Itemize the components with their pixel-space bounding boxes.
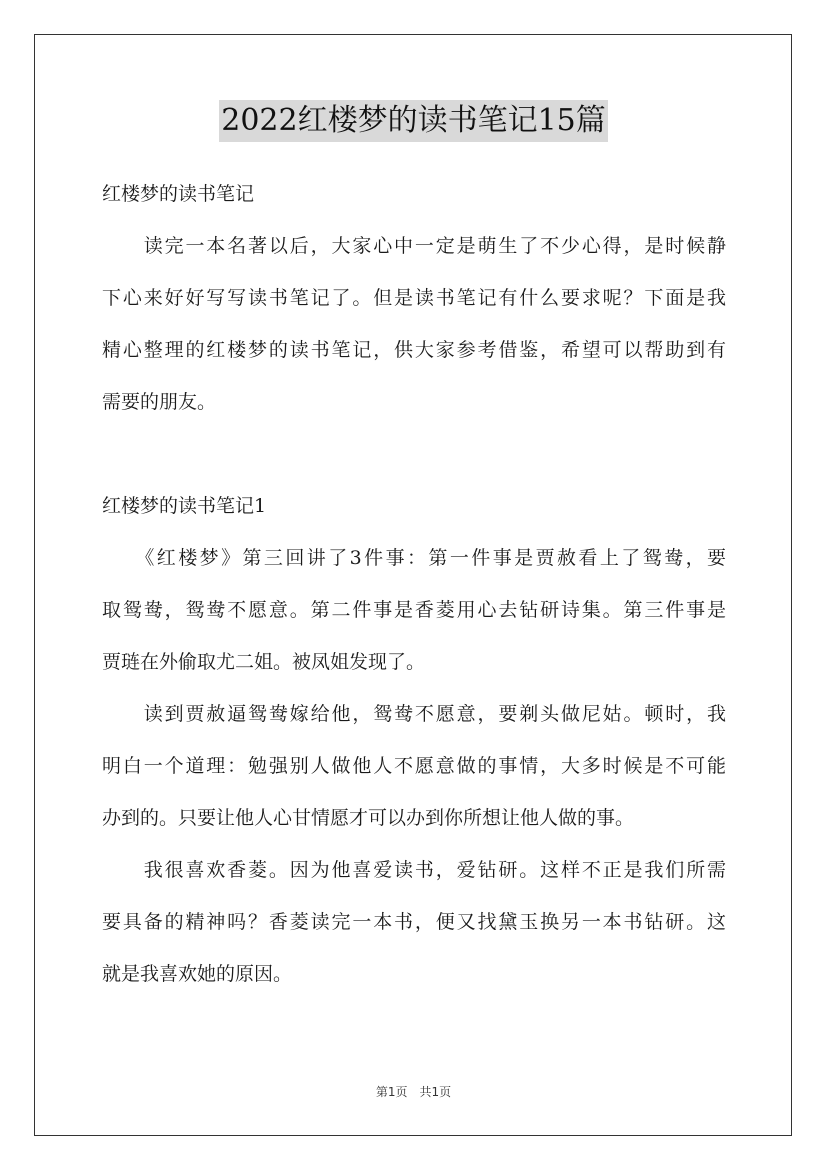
page-footer [0, 1083, 827, 1100]
document-title: 2022红楼梦的读书笔记15篇 [219, 100, 608, 142]
paragraph-line: 办到的。只要让他人心甘情愿才可以办到你所想让他人做的事。 [102, 807, 635, 829]
paragraph-line: 《红楼梦》第三回讲了3件事：第一件事是贾赦看上了鸳鸯，要 [102, 547, 726, 569]
paragraph-line: 下心来好好写写读书笔记了。但是读书笔记有什么要求呢？下面是我 [102, 287, 726, 309]
title-container [0, 100, 827, 142]
paragraph-line: 贾琏在外偷取尤二姐。被凤姐发现了。 [102, 651, 426, 673]
paragraph-line: 读完一本名著以后，大家心中一定是萌生了不少心得，是时候静 [102, 235, 726, 257]
paragraph-line: 我很喜欢香菱。因为他喜爱读书，爱钻研。这样不正是我们所需 [102, 859, 726, 881]
spacer [102, 428, 726, 480]
paragraph-line: 要具备的精神吗？香菱读完一本书，便又找黛玉换另一本书钻研。这 [102, 911, 726, 933]
intro-heading: 红楼梦的读书笔记 [102, 183, 255, 205]
paragraph-line: 读到贾赦逼鸳鸯嫁给他，鸳鸯不愿意，要剃头做尼姑。顿时，我 [102, 703, 726, 725]
paragraph-line: 明白一个道理：勉强别人做他人不愿意做的事情，大多时候是不可能 [102, 755, 726, 777]
paragraph-1 [102, 532, 726, 688]
page-total: 共1页 [419, 1085, 452, 1099]
section-heading: 红楼梦的读书笔记1 [102, 495, 267, 517]
document-body [102, 168, 726, 1000]
paragraph-line: 需要的朋友。 [102, 391, 217, 413]
paragraph-line: 取鸳鸯，鸳鸯不愿意。第二件事是香菱用心去钻研诗集。第三件事是 [102, 599, 726, 621]
page-number: 第1页 [375, 1085, 408, 1099]
paragraph-2 [102, 688, 726, 844]
paragraph-line: 就是我喜欢她的原因。 [102, 963, 293, 985]
paragraph-3 [102, 844, 726, 1000]
paragraph-line: 精心整理的红楼梦的读书笔记，供大家参考借鉴，希望可以帮助到有 [102, 339, 726, 361]
intro-paragraph [102, 220, 726, 428]
